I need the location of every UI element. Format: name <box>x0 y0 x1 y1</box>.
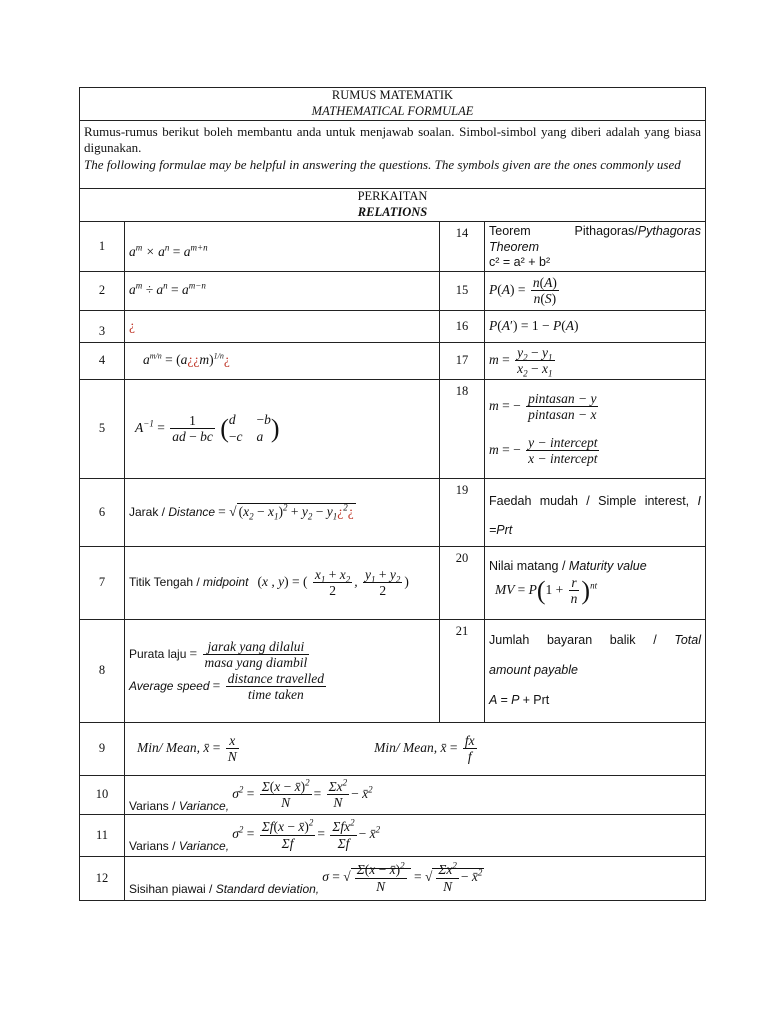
formula-20: Nilai matang / Maturity value MV = P(1 + $\frac{r}{n}$ )$^{nt}$ <box>485 546 706 619</box>
pintasan-y: pintasan − y <box>528 390 597 406</box>
sisihan-label: Sisihan piawai / <box>129 882 216 897</box>
intro-malay: Rumus-rumus berikut boleh membantu anda untuk menjawab soalan. Simbol-simbol yang diberi adalah yang biasa digunakan. <box>84 124 701 156</box>
formulae-table <box>79 87 706 901</box>
varians-label: Varians / <box>129 839 179 854</box>
formula-16: P(A′) = 1 − P(A) <box>485 310 706 342</box>
a-equation: A = P + <box>489 692 534 707</box>
formula-number: 2 <box>80 271 125 310</box>
formula-17: m = $\frac{y_2 - y_1}{x_2 - x_1}$ <box>485 342 706 379</box>
titik-tengah-label: Titik Tengah / <box>129 574 204 589</box>
formula-number: 14 <box>440 222 485 272</box>
total-label: Total <box>674 633 701 648</box>
formula-1: $a^m \times a^n = a^{m+n}$ <box>125 222 440 272</box>
formula-3: ¿ <box>125 310 440 342</box>
pintasan-x: pintasan − x <box>528 407 597 423</box>
faedah-i: I <box>697 493 701 508</box>
formula-number: 5 <box>80 379 125 478</box>
section-cell <box>80 189 706 222</box>
pythagoras-english: Pythagoras Theorem <box>489 224 701 254</box>
jarak-dilalui: jarak yang dilalui <box>203 639 310 656</box>
formula-9: Min/ Mean, x̄ = $\frac{x}{N}$ Min/ Mean, x̄ = $\frac{fx}{f}$ <box>125 722 706 775</box>
pythagoras-equation: c² = a² + b² <box>489 255 551 270</box>
title-cell <box>80 88 706 121</box>
formula-21 <box>485 619 706 722</box>
formula-5: $A^{-1}$ = $\frac{1}{ad - bc}$ ( d −b −c a ) <box>125 379 440 478</box>
formula-8: Purata laju = $\frac{\text{jarak yang dilalui}}{\text{masa yang diambil}}$ Average speed = $\frac{\text{distance travelled}}{\text{time taken}}$ <box>125 619 440 722</box>
formula-number: 8 <box>80 619 125 722</box>
formula-number: 3 <box>80 310 125 342</box>
formula-number: 20 <box>440 546 485 619</box>
faedah-label: Faedah mudah / Simple interest, <box>489 493 690 508</box>
formula-number: 11 <box>80 814 125 856</box>
varians-label: Varians / <box>129 798 179 813</box>
formula-19 <box>485 478 706 546</box>
formula-number: 1 <box>80 222 125 272</box>
formula-number: 9 <box>80 722 125 775</box>
pythagoras-malay: Teorem Pithagoras/ <box>489 224 638 238</box>
distance-travelled: distance travelled <box>227 670 324 686</box>
faedah-prt: =Prt <box>489 523 513 538</box>
nilai-matang-label: Nilai matang / <box>489 559 569 574</box>
formula-number: 7 <box>80 546 125 619</box>
formula-number: 19 <box>440 478 485 546</box>
title-malay: RUMUS MATEMATIK <box>331 88 454 103</box>
masa-diambil: masa yang diambil <box>204 655 308 671</box>
section-malay: PERKAITAN <box>357 189 428 204</box>
y-intercept: y − intercept <box>528 434 598 450</box>
formula-6: Jarak / Distance = √ $(x_2 - x_1)^2 + y_2$ − $y_1¿^2¿$ <box>125 478 440 546</box>
intro-cell <box>80 121 706 189</box>
formula-number: 12 <box>80 856 125 900</box>
formula-14 <box>485 222 706 272</box>
formula-number: 18 <box>440 379 485 478</box>
distance-label: Distance <box>168 504 216 519</box>
midpoint-label: midpoint <box>203 574 249 589</box>
std-dev-label: Standard deviation, <box>215 882 320 897</box>
amount-payable-label: amount payable <box>489 663 578 678</box>
formula-number: 6 <box>80 478 125 546</box>
formula-number: 10 <box>80 775 125 814</box>
variance-label: Variance, <box>178 839 230 854</box>
formula-4: $a^{m/n}$ = (a¿¿m)$^{1/n}$¿ <box>125 342 440 379</box>
section-english: RELATIONS <box>357 205 428 219</box>
formula-number: 16 <box>440 310 485 342</box>
a-equation-prt: Prt <box>533 692 550 707</box>
jarak-label: Jarak / <box>129 504 169 519</box>
formula-2: $a^m \div a^n = a^{m-n}$ <box>125 271 440 310</box>
formula-15: P(A) = $\frac{n(A)}{n(S)}$ <box>485 271 706 310</box>
min-mean-label: Min/ Mean, <box>374 739 438 755</box>
formula-number: 15 <box>440 271 485 310</box>
x-intercept: x − intercept <box>528 451 598 467</box>
formula-number: 21 <box>440 619 485 722</box>
formula-number: 4 <box>80 342 125 379</box>
formula-10: Varians / Variance, $\sigma^2$ = $\frac{\Sigma(x - x̄)^2}{N}$ = $\frac{\Sigma x^2}{N}$ − x̄$^2$ <box>125 775 706 814</box>
title-english: MATHEMATICAL FORMULAE <box>311 104 474 118</box>
time-taken: time taken <box>247 687 304 703</box>
formula-number: 17 <box>440 342 485 379</box>
intro-english: The following formulae may be helpful in answering the questions. The symbols given are the ones commonly used <box>84 156 681 172</box>
purata-laju-label: Purata laju <box>129 646 187 661</box>
min-mean-label: Min/ Mean, <box>137 739 200 755</box>
variance-label: Variance, <box>178 798 230 813</box>
jumlah-label: Jumlah bayaran balik / <box>489 633 675 648</box>
average-speed-label: Average speed <box>129 678 210 693</box>
formula-18: m = − $\frac{\text{pintasan − y}}{\text{pintasan − x}}$ m = − $\frac{\text{y − intercept}}{\text{x − intercept}}$ <box>485 379 706 478</box>
formula-11: Varians / Variance, $\sigma^2$ = $\frac{\Sigma f(x - x̄)^2}{\Sigma f}$ = $\frac{\Sigma fx^2}{\Sigma f}$ − x̄$^2$ <box>125 814 706 856</box>
maturity-value-label: Maturity value <box>568 559 647 574</box>
formula-12: Sisihan piawai / Standard deviation, σ = √ $\frac{\Sigma(x - x̄)^2}{N}$ = √ $\frac{\Sigma x^2}{N}$ − x̄$^2$ <box>125 856 706 900</box>
formula-7: Titik Tengah / midpoint (x , y) = ( $\frac{x_1 + x_2}{2}$ , $\frac{y_1 + y_2}{2}$ ) <box>125 546 440 619</box>
